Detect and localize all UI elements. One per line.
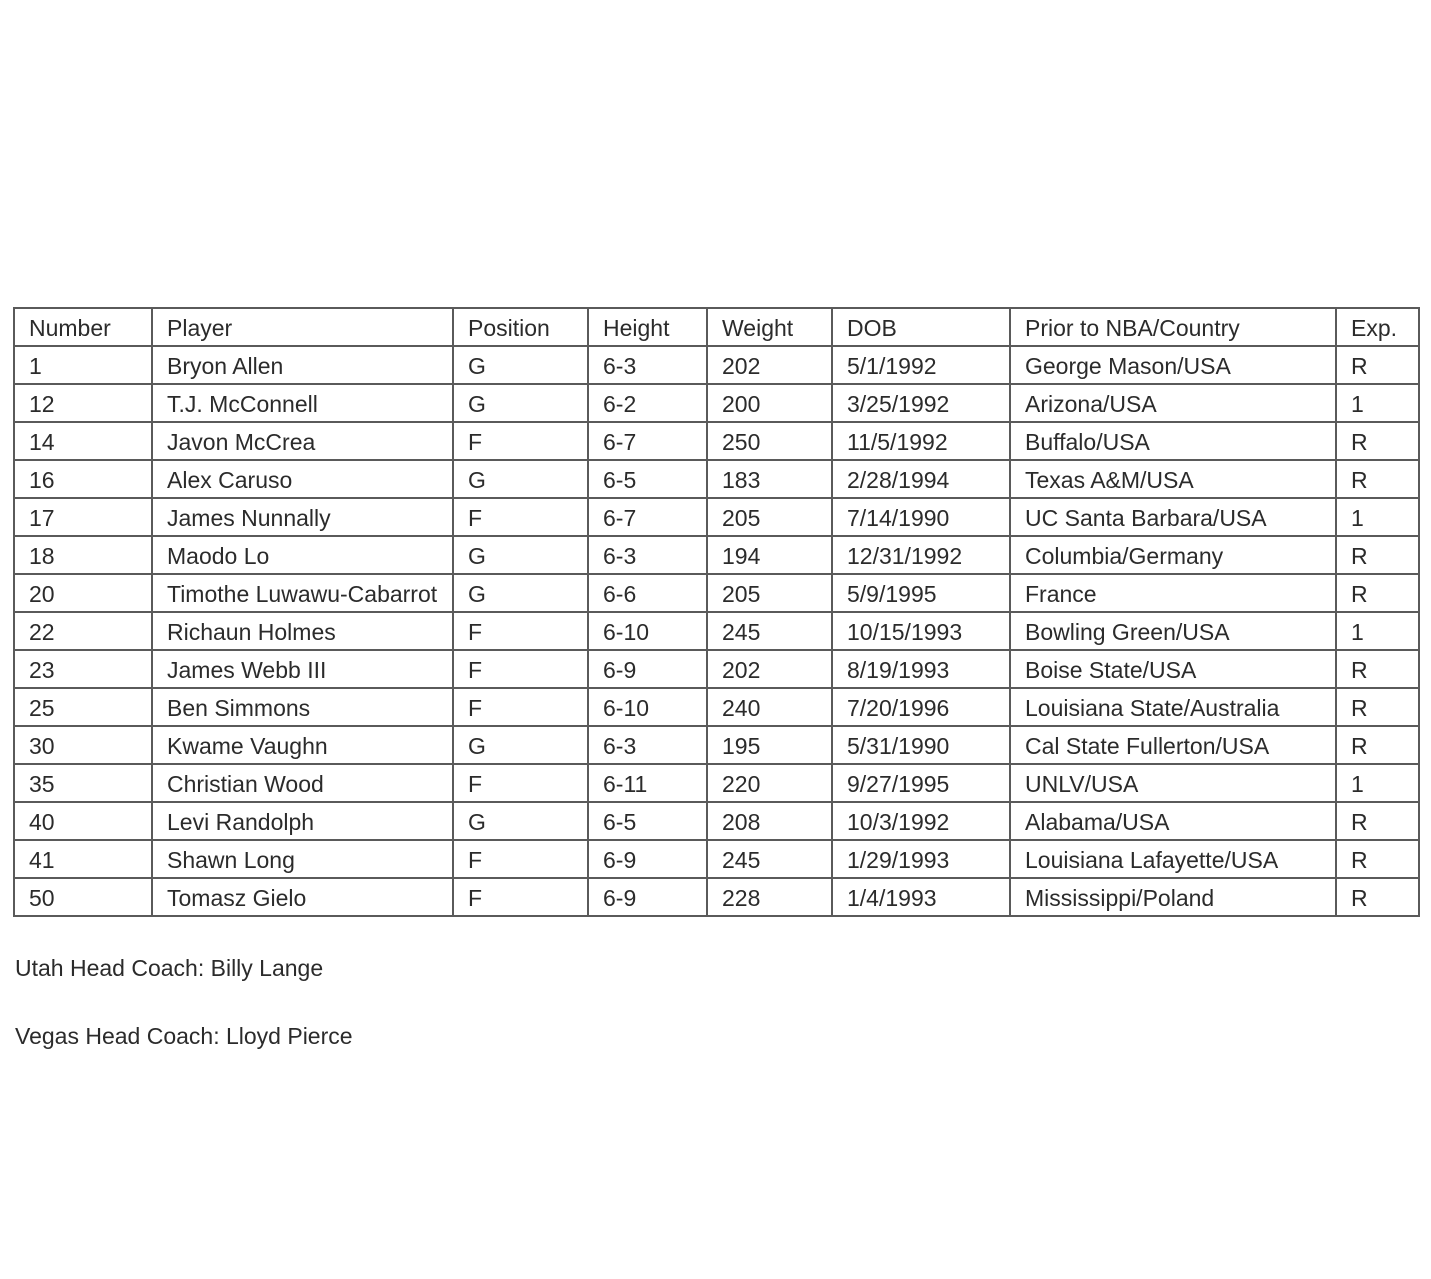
cell-dob: 3/25/1992: [832, 384, 1010, 422]
header-dob: DOB: [832, 308, 1010, 346]
cell-prior-country: Buffalo/USA: [1010, 422, 1336, 460]
cell-prior-country: France: [1010, 574, 1336, 612]
cell-experience: 1: [1336, 384, 1419, 422]
table-row: [14, 422, 1419, 460]
table-row: [14, 536, 1419, 574]
cell-number: 25: [14, 688, 152, 726]
table-row: [14, 574, 1419, 612]
cell-prior-country: Alabama/USA: [1010, 802, 1336, 840]
cell-prior-country: Cal State Fullerton/USA: [1010, 726, 1336, 764]
cell-weight: 205: [707, 498, 832, 536]
cell-player: James Webb III: [152, 650, 453, 688]
cell-weight: 220: [707, 764, 832, 802]
cell-number: 18: [14, 536, 152, 574]
cell-player: Maodo Lo: [152, 536, 453, 574]
cell-position: F: [453, 764, 588, 802]
cell-player: Bryon Allen: [152, 346, 453, 384]
cell-prior-country: Mississippi/Poland: [1010, 878, 1336, 916]
cell-player: Christian Wood: [152, 764, 453, 802]
cell-player: Richaun Holmes: [152, 612, 453, 650]
cell-player: T.J. McConnell: [152, 384, 453, 422]
cell-number: 35: [14, 764, 152, 802]
cell-weight: 202: [707, 346, 832, 384]
cell-prior-country: UNLV/USA: [1010, 764, 1336, 802]
cell-dob: 10/3/1992: [832, 802, 1010, 840]
cell-number: 22: [14, 612, 152, 650]
roster-body: [14, 346, 1419, 916]
cell-weight: 228: [707, 878, 832, 916]
cell-prior-country: Bowling Green/USA: [1010, 612, 1336, 650]
cell-height: 6-7: [588, 498, 707, 536]
cell-height: 6-7: [588, 422, 707, 460]
cell-height: 6-2: [588, 384, 707, 422]
cell-height: 6-9: [588, 650, 707, 688]
cell-dob: 8/19/1993: [832, 650, 1010, 688]
cell-weight: 200: [707, 384, 832, 422]
cell-experience: R: [1336, 650, 1419, 688]
table-row: [14, 612, 1419, 650]
cell-dob: 5/1/1992: [832, 346, 1010, 384]
cell-position: F: [453, 498, 588, 536]
cell-experience: R: [1336, 346, 1419, 384]
cell-dob: 1/4/1993: [832, 878, 1010, 916]
header-experience: Exp.: [1336, 308, 1419, 346]
cell-experience: R: [1336, 536, 1419, 574]
header-number: Number: [14, 308, 152, 346]
cell-height: 6-10: [588, 688, 707, 726]
cell-number: 23: [14, 650, 152, 688]
cell-number: 17: [14, 498, 152, 536]
cell-weight: 240: [707, 688, 832, 726]
cell-experience: 1: [1336, 612, 1419, 650]
cell-number: 16: [14, 460, 152, 498]
cell-height: 6-5: [588, 802, 707, 840]
cell-height: 6-6: [588, 574, 707, 612]
cell-position: G: [453, 346, 588, 384]
cell-player: James Nunnally: [152, 498, 453, 536]
utah-head-coach: Utah Head Coach: Billy Lange: [15, 955, 324, 981]
table-row: [14, 726, 1419, 764]
cell-prior-country: Columbia/Germany: [1010, 536, 1336, 574]
cell-player: Levi Randolph: [152, 802, 453, 840]
cell-experience: 1: [1336, 764, 1419, 802]
cell-position: F: [453, 422, 588, 460]
cell-number: 30: [14, 726, 152, 764]
cell-player: Kwame Vaughn: [152, 726, 453, 764]
cell-position: G: [453, 384, 588, 422]
cell-experience: R: [1336, 802, 1419, 840]
header-player: Player: [152, 308, 453, 346]
cell-prior-country: UC Santa Barbara/USA: [1010, 498, 1336, 536]
cell-weight: 183: [707, 460, 832, 498]
cell-experience: R: [1336, 460, 1419, 498]
cell-weight: 245: [707, 612, 832, 650]
cell-dob: 7/20/1996: [832, 688, 1010, 726]
cell-position: G: [453, 726, 588, 764]
header-prior-country: Prior to NBA/Country: [1010, 308, 1336, 346]
cell-dob: 12/31/1992: [832, 536, 1010, 574]
cell-number: 20: [14, 574, 152, 612]
cell-position: F: [453, 650, 588, 688]
cell-experience: R: [1336, 840, 1419, 878]
cell-dob: 5/31/1990: [832, 726, 1010, 764]
cell-height: 6-9: [588, 840, 707, 878]
table-row: [14, 460, 1419, 498]
cell-position: F: [453, 688, 588, 726]
cell-player: Tomasz Gielo: [152, 878, 453, 916]
cell-dob: 1/29/1993: [832, 840, 1010, 878]
table-row: [14, 498, 1419, 536]
cell-position: F: [453, 878, 588, 916]
cell-prior-country: Boise State/USA: [1010, 650, 1336, 688]
cell-position: G: [453, 536, 588, 574]
cell-number: 1: [14, 346, 152, 384]
cell-player: Timothe Luwawu-Cabarrot: [152, 574, 453, 612]
cell-prior-country: George Mason/USA: [1010, 346, 1336, 384]
cell-number: 14: [14, 422, 152, 460]
cell-player: Shawn Long: [152, 840, 453, 878]
cell-dob: 5/9/1995: [832, 574, 1010, 612]
cell-experience: R: [1336, 574, 1419, 612]
cell-dob: 9/27/1995: [832, 764, 1010, 802]
table-row: [14, 346, 1419, 384]
table-row: [14, 384, 1419, 422]
table-row: [14, 840, 1419, 878]
table-row: [14, 764, 1419, 802]
cell-dob: 11/5/1992: [832, 422, 1010, 460]
table-header-row: [14, 308, 1419, 346]
cell-position: G: [453, 460, 588, 498]
cell-experience: 1: [1336, 498, 1419, 536]
cell-position: G: [453, 802, 588, 840]
cell-height: 6-3: [588, 346, 707, 384]
table-row: [14, 878, 1419, 916]
cell-player: Javon McCrea: [152, 422, 453, 460]
cell-experience: R: [1336, 688, 1419, 726]
cell-weight: 250: [707, 422, 832, 460]
cell-height: 6-5: [588, 460, 707, 498]
cell-number: 50: [14, 878, 152, 916]
cell-dob: 7/14/1990: [832, 498, 1010, 536]
cell-player: Ben Simmons: [152, 688, 453, 726]
cell-weight: 208: [707, 802, 832, 840]
cell-position: G: [453, 574, 588, 612]
cell-prior-country: Arizona/USA: [1010, 384, 1336, 422]
cell-height: 6-10: [588, 612, 707, 650]
cell-number: 12: [14, 384, 152, 422]
table-row: [14, 650, 1419, 688]
cell-prior-country: Louisiana Lafayette/USA: [1010, 840, 1336, 878]
cell-experience: R: [1336, 422, 1419, 460]
cell-dob: 2/28/1994: [832, 460, 1010, 498]
cell-weight: 202: [707, 650, 832, 688]
roster-table: [13, 307, 1420, 917]
header-position: Position: [453, 308, 588, 346]
cell-experience: R: [1336, 726, 1419, 764]
cell-weight: 195: [707, 726, 832, 764]
cell-dob: 10/15/1993: [832, 612, 1010, 650]
cell-weight: 205: [707, 574, 832, 612]
header-height: Height: [588, 308, 707, 346]
cell-weight: 194: [707, 536, 832, 574]
cell-position: F: [453, 612, 588, 650]
cell-prior-country: Texas A&M/USA: [1010, 460, 1336, 498]
cell-height: 6-11: [588, 764, 707, 802]
cell-number: 40: [14, 802, 152, 840]
cell-weight: 245: [707, 840, 832, 878]
vegas-head-coach: Vegas Head Coach: Lloyd Pierce: [15, 1023, 353, 1049]
table-row: [14, 802, 1419, 840]
cell-experience: R: [1336, 878, 1419, 916]
cell-height: 6-3: [588, 726, 707, 764]
cell-prior-country: Louisiana State/Australia: [1010, 688, 1336, 726]
cell-player: Alex Caruso: [152, 460, 453, 498]
cell-position: F: [453, 840, 588, 878]
cell-height: 6-9: [588, 878, 707, 916]
cell-number: 41: [14, 840, 152, 878]
table-row: [14, 688, 1419, 726]
header-weight: Weight: [707, 308, 832, 346]
cell-height: 6-3: [588, 536, 707, 574]
